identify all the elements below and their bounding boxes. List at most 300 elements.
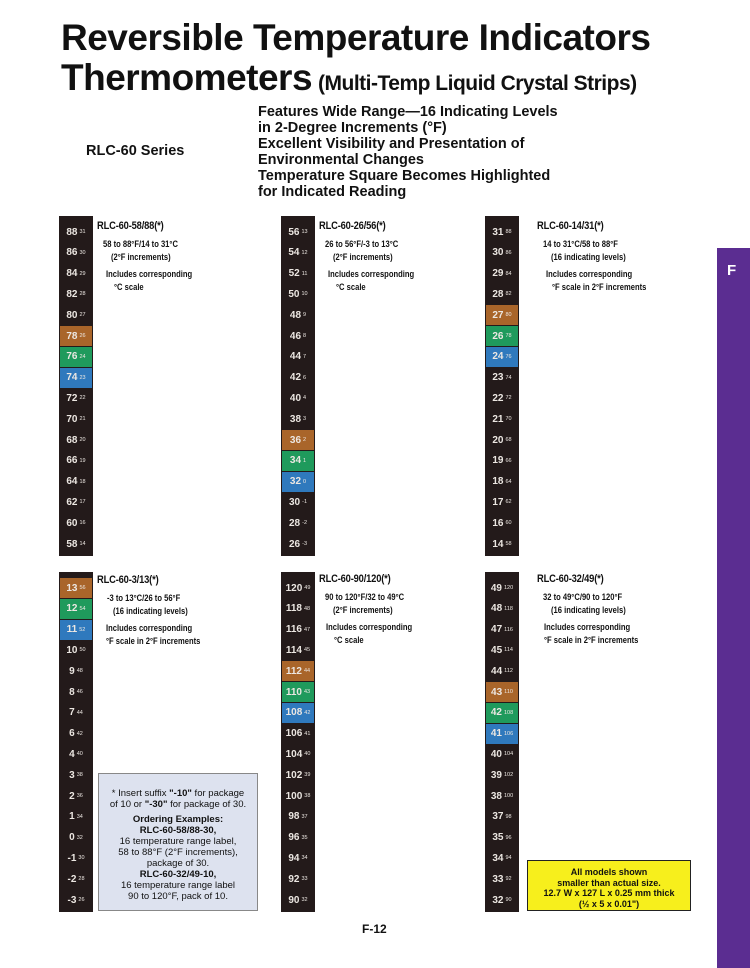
strip-cell-value: 120 [285,582,303,594]
strip-cell-value: 19 [492,455,504,467]
strip-cell-secondary: 90 [505,897,512,903]
strip-cell-secondary: 120 [503,585,514,591]
temperature-strip [59,216,93,556]
strip-cell-value: 45 [491,644,503,656]
product-label [537,220,670,294]
strip-cell-value: 22 [492,392,504,404]
strip-cell-value: 46 [289,330,302,342]
strip-cell [282,744,314,764]
strip-cell-value: 96 [288,832,300,844]
strip-cell-secondary: 34 [301,855,308,862]
strip-cell-secondary: 8 [303,333,307,339]
strip-cell-value: 54 [288,247,300,259]
strip-cell-value: 36 [289,434,302,446]
page-number: F-12 [362,922,387,936]
strip-cell [60,472,92,492]
range-text: 90 to 120°F/32 to 49°C [325,592,405,603]
strip-cell-secondary: 54 [79,605,86,612]
strip-cell-secondary: 49 [304,585,311,591]
strip-cell-secondary: 38 [304,793,311,799]
strip-cell-value: 30 [288,496,301,508]
strip-cell-value: 26 [492,330,504,342]
strip-cell-secondary: 68 [505,437,512,443]
strip-cell-value: 0 [69,832,75,844]
strip-cell [282,640,314,660]
strip-cell-secondary: 84 [505,270,512,277]
includes-text: Includes corresponding [546,269,633,280]
strip-cell [486,264,518,284]
strip-cell-secondary: 38 [76,772,83,779]
strip-cell [60,869,92,889]
strip-cell-value: 29 [492,268,504,280]
strip-cell-secondary: 66 [505,457,512,464]
strip-cell-secondary: 74 [505,374,512,381]
model-number: RLC-60-32/49(*) [537,573,604,585]
increments-text: (16 indicating levels) [113,606,188,617]
strip-cell [282,869,314,889]
strip-cell [60,451,92,471]
strip-cell-secondary: 32 [301,897,308,903]
suffix-30: "-30" [144,799,168,810]
strip-cell-secondary: 3 [303,416,307,423]
strip-cell-secondary: 45 [304,647,311,654]
strip-cell [282,326,314,346]
strip-cell-value: 84 [66,268,78,280]
feature-item: Temperature Square Becomes Highlighted for Indicated Reading [258,168,551,200]
strip-cell-value: 9 [69,665,75,677]
increments-text: (2°F increments) [333,605,393,616]
includes-text: Includes corresponding [328,269,415,280]
strip-cell-secondary: 39 [304,772,311,779]
range-text: 32 to 49°C/90 to 120°F [543,592,623,603]
strip-cell-secondary: 21 [79,416,86,423]
strip-cell-secondary: 70 [505,416,512,423]
strip-cell-value: 31 [492,226,504,238]
strip-cell-secondary: 52 [79,626,86,633]
strip-cell [282,513,314,533]
strip-cell [486,578,518,598]
strip-cell-value: 104 [285,748,303,760]
model-number: RLC-60-58/88(*) [97,220,164,232]
example2-model: RLC-60-32/49-10, [139,869,217,880]
page-title-line1: Reversible Temperature Indicators [61,17,651,58]
strip-cell-value: 34 [492,852,504,864]
example1-model: RLC-60-58/88-30, [139,825,217,836]
strip-cell-secondary: 40 [76,751,83,758]
product-label [537,573,662,647]
strip-cell-value: 94 [288,852,300,864]
strip-cell-secondary: 56 [79,585,86,591]
strip-cell-secondary: 60 [505,520,512,527]
strip-cell [60,703,92,723]
temperature-strip [485,216,519,556]
strip-cell [486,388,518,408]
strip-cell-secondary: 44 [76,709,83,716]
strip-cell-secondary: 92 [505,876,512,883]
strip-cell [486,682,518,702]
product-label [97,220,214,294]
strip-cell [60,430,92,450]
feature-item: Excellent Visibility and Presentation of Environmental Changes [258,136,525,168]
strip-cell [60,264,92,284]
example1-line: 16 temperature range label, [119,836,237,847]
strip-cell-value: 90 [288,894,300,906]
example1-line: 58 to 88°F (2°F increments), [118,847,238,858]
strip-cell [60,828,92,848]
strip-cell-secondary: 24 [79,353,86,360]
strip-cell-secondary: 28 [79,291,86,298]
range-text: 26 to 56°F/-3 to 13°C [325,239,399,250]
strip-cell-secondary: 7 [303,353,307,360]
strip-cell [60,409,92,429]
strip-cell-secondary: 96 [505,834,512,841]
suffix-text: for package of 30. [167,799,247,810]
title-main: Thermometers [61,57,313,98]
strip-cell-value: 7 [69,707,75,719]
temperature-strip [281,572,315,912]
strip-cell-secondary: 62 [505,499,512,506]
strip-cell [60,368,92,388]
strip-cell [60,890,92,910]
strip-cell-secondary: 41 [304,730,311,737]
strip-cell [282,807,314,827]
strip-cell [60,682,92,702]
strip-cell [282,661,314,681]
strip-cell [60,347,92,367]
strip-cell [486,409,518,429]
strip-cell-value: -2 [67,873,77,885]
strip-cell-value: 28 [288,517,301,529]
strip-cell-value: 2 [69,790,75,802]
feature-item: Features Wide Range—16 Indicating Levels in 2-Degree Increments (°F) [258,104,558,136]
strip-cell-secondary: 10 [301,291,308,298]
strip-cell-secondary: 13 [301,229,308,235]
strip-cell-value: 38 [490,790,502,802]
product-label [97,574,224,648]
strip-cell [486,869,518,889]
strip-cell-secondary: 32 [76,834,83,841]
strip-cell [60,765,92,785]
strip-cell-value: 42 [289,372,302,384]
strip-cell-value: 108 [285,707,303,719]
strip-cell [282,368,314,388]
strip-cell [282,451,314,471]
strip-cell-value: 6 [69,728,75,740]
strip-cell-secondary: 64 [505,478,512,485]
strip-cell-value: 11 [66,624,78,636]
strip-cell [486,640,518,660]
strip-cell [60,620,92,640]
includes-scale-text: °F scale in 2°F increments [552,282,647,293]
strip-cell-value: 37 [492,811,504,823]
strip-cell [282,409,314,429]
strip-cell [60,534,92,554]
strip-cell-value: 17 [492,496,504,508]
strip-cell [486,599,518,619]
model-number: RLC-60-26/56(*) [319,220,386,232]
series-label: RLC-60 Series [86,143,185,159]
strip-cell [282,599,314,619]
strip-cell-secondary: 48 [304,605,311,612]
suffix-text: * Insert suffix [111,788,170,799]
strip-cell-value: 14 [492,538,504,550]
strip-cell-secondary: 16 [79,520,86,527]
strip-cell-value: 106 [285,728,303,740]
strip-cell-secondary: 0 [303,478,307,485]
strip-cell [486,347,518,367]
strip-cell [486,326,518,346]
strip-cell [282,786,314,806]
strip-cell [60,724,92,744]
strip-cell [486,890,518,910]
strip-cell-secondary: 31 [79,229,86,235]
strip-cell-value: 60 [66,517,78,529]
strip-cell [282,534,314,554]
strip-cell [486,284,518,304]
strip-cell-value: 44 [289,351,302,363]
strip-cell-secondary: 116 [504,626,513,633]
includes-text: Includes corresponding [544,622,631,633]
strip-cell [282,264,314,284]
increments-text: (16 indicating levels) [551,252,626,263]
size-note-line: (½ x 5 x 0.01") [578,898,640,909]
size-note-box [527,860,691,911]
strip-cell-secondary: 30 [78,855,85,862]
strip-cell-secondary: 33 [301,876,308,883]
strip-cell [486,472,518,492]
strip-cell-value: 72 [66,392,78,404]
strip-cell [60,661,92,681]
strip-cell-secondary: 47 [304,626,311,633]
strip-cell-value: 78 [66,330,78,342]
strip-cell-secondary: 20 [79,437,86,443]
strip-cell-secondary: 50 [79,647,86,654]
strip-cell-secondary: -2 [302,520,307,527]
strip-cell [486,848,518,868]
strip-cell-value: 32 [289,476,302,488]
strip-cell-secondary: 40 [304,751,311,758]
model-number: RLC-60-90/120(*) [319,573,391,585]
model-number: RLC-60-14/31(*) [537,220,604,232]
strip-cell-secondary: 43 [304,689,311,695]
suffix-text: of 10 or [109,799,145,810]
strip-cell-secondary: 80 [505,312,512,319]
size-note-line: smaller than actual size. [557,877,661,888]
strip-cell-value: 74 [66,372,78,384]
strip-cell-secondary: 108 [503,709,514,716]
strip-cell-value: 24 [492,351,504,363]
strip-cell-value: 35 [492,832,504,844]
strip-cell-secondary: 78 [505,333,512,339]
strip-cell-secondary: 6 [303,374,307,381]
strip-cell-secondary: 29 [79,270,86,277]
strip-cell-value: 10 [66,644,78,656]
strip-cell [486,765,518,785]
strip-cell-secondary: 100 [503,793,514,799]
strip-cell-secondary: 30 [79,249,86,256]
includes-scale-text: °F scale in 2°F increments [544,635,639,646]
strip-cell [60,222,92,242]
strip-cell [282,388,314,408]
product-label [319,573,434,647]
strip-cell-value: 30 [492,247,504,259]
strip-cell [60,305,92,325]
strip-cell-value: 48 [491,603,503,615]
temperature-strip [281,216,315,556]
strip-cell-secondary: 34 [76,813,83,820]
strip-cell [60,492,92,512]
model-number: RLC-60-3/13(*) [97,574,159,586]
strip-cell [282,347,314,367]
increments-text: (2°F increments) [111,252,171,263]
includes-text: Includes corresponding [106,269,193,280]
strip-cell [486,703,518,723]
strip-cell-secondary: 86 [505,249,512,256]
example2-line: 90 to 120°F, pack of 10. [128,891,228,902]
strip-cell-value: 20 [492,434,504,446]
range-text: -3 to 13°C/26 to 56°F [107,593,181,604]
strip-cell-secondary: 118 [504,605,513,612]
strip-cell [486,305,518,325]
strip-cell-secondary: 114 [504,647,513,654]
product-label [319,220,436,294]
strip-cell [486,620,518,640]
strip-cell-secondary: 12 [301,249,308,256]
suffix-note-line1 [103,788,253,799]
includes-text: Includes corresponding [326,622,413,633]
features-list [258,104,558,200]
strip-cell-value: 86 [66,247,78,259]
strip-cell [60,848,92,868]
strip-cell [486,430,518,450]
strip-cell-value: -3 [67,894,77,906]
strip-cell [60,243,92,263]
size-note-line: 12.7 W x 127 L x 0.25 mm thick [543,888,675,898]
range-text: 14 to 31°C/58 to 88°F [543,239,618,250]
strip-cell-secondary: 42 [304,709,311,716]
section-tab-letter: F [727,262,737,279]
strip-cell-value: 98 [288,811,300,823]
strip-cell-secondary: 48 [76,668,83,675]
strip-cell [282,620,314,640]
strip-cell [486,513,518,533]
strip-cell-value: 44 [491,665,503,677]
strip-cell-value: 82 [66,288,78,300]
suffix-note-line2 [103,799,253,810]
strip-cell [60,513,92,533]
strip-cell-secondary: 28 [78,876,85,883]
strip-cell [282,305,314,325]
temperature-strip [485,572,519,912]
strip-cell-value: 112 [285,665,302,677]
strip-cell-value: 58 [66,538,78,550]
includes-scale-text: °C scale [114,282,144,293]
suffix-10: "-10" [169,788,192,799]
strip-cell-value: -1 [67,852,77,864]
strip-cell [282,222,314,242]
strip-cell-value: 62 [66,496,78,508]
strip-cell-value: 21 [492,413,504,425]
strip-cell-value: 12 [66,603,78,615]
strip-cell-value: 1 [69,811,75,823]
strip-cell [486,492,518,512]
strip-cell [486,534,518,554]
strip-cell [486,786,518,806]
strip-cell-value: 40 [490,748,502,760]
strip-cell-secondary: 112 [504,668,513,675]
strip-cell-secondary: 102 [503,772,514,779]
includes-text: Includes corresponding [106,623,193,634]
strip-cell [282,430,314,450]
title-subtitle: (Multi-Temp Liquid Crystal Strips) [318,72,637,95]
strip-cell [60,578,92,598]
strip-cell-secondary: 26 [79,333,86,339]
page-title-line2 [61,58,637,104]
strip-cell [486,368,518,388]
strip-cell [486,828,518,848]
strip-cell-value: 8 [69,686,75,698]
strip-cell [282,848,314,868]
strip-cell-secondary: 110 [504,689,513,695]
strip-cell-value: 41 [490,728,502,740]
includes-scale-text: °C scale [336,282,366,293]
strip-cell-value: 38 [289,413,302,425]
strip-cell-secondary: 36 [76,793,83,799]
strip-cell-secondary: 17 [79,499,86,506]
size-note-line: All models shown [570,867,648,877]
strip-cell-value: 42 [490,707,502,719]
strip-cell-value: 68 [66,434,78,446]
strip-cell [282,703,314,723]
strip-cell-value: 88 [66,226,78,238]
strip-cell [486,243,518,263]
temperature-strip [59,572,93,912]
strip-cell-value: 80 [66,309,78,321]
strip-cell-secondary: 9 [303,312,307,319]
strip-cell-value: 56 [288,226,300,238]
strip-cell-secondary: 22 [79,395,86,402]
strip-cell-secondary: 23 [79,374,86,381]
strip-cell-value: 3 [69,769,75,781]
strip-cell-secondary: 26 [78,897,85,903]
strip-cell-value: 47 [491,624,503,636]
suffix-text: for package [191,788,245,799]
includes-scale-text: °C scale [334,635,364,646]
strip-cell-value: 40 [289,392,302,404]
strip-cell-secondary: 4 [303,395,307,402]
strip-cell-value: 76 [66,351,78,363]
strip-cell-secondary: 42 [76,730,83,737]
strip-cell-value: 39 [490,769,502,781]
strip-cell-value: 48 [289,309,302,321]
strip-cell-secondary: 106 [503,730,514,737]
ordering-info-box [98,773,258,911]
strip-cell-secondary: 14 [79,541,86,547]
strip-cell-secondary: 11 [301,270,308,277]
strip-cell-secondary: 94 [505,855,512,862]
strip-cell [486,451,518,471]
strip-cell-value: 18 [492,476,504,488]
strip-cell-value: 34 [289,455,302,467]
strip-cell-value: 27 [492,309,504,321]
strip-cell-value: 4 [69,748,75,760]
strip-cell-value: 92 [288,873,300,885]
strip-cell-secondary: 104 [503,751,514,758]
strip-cell-value: 114 [285,644,302,656]
strip-cell [282,828,314,848]
strip-cell [60,599,92,619]
strip-cell [486,724,518,744]
